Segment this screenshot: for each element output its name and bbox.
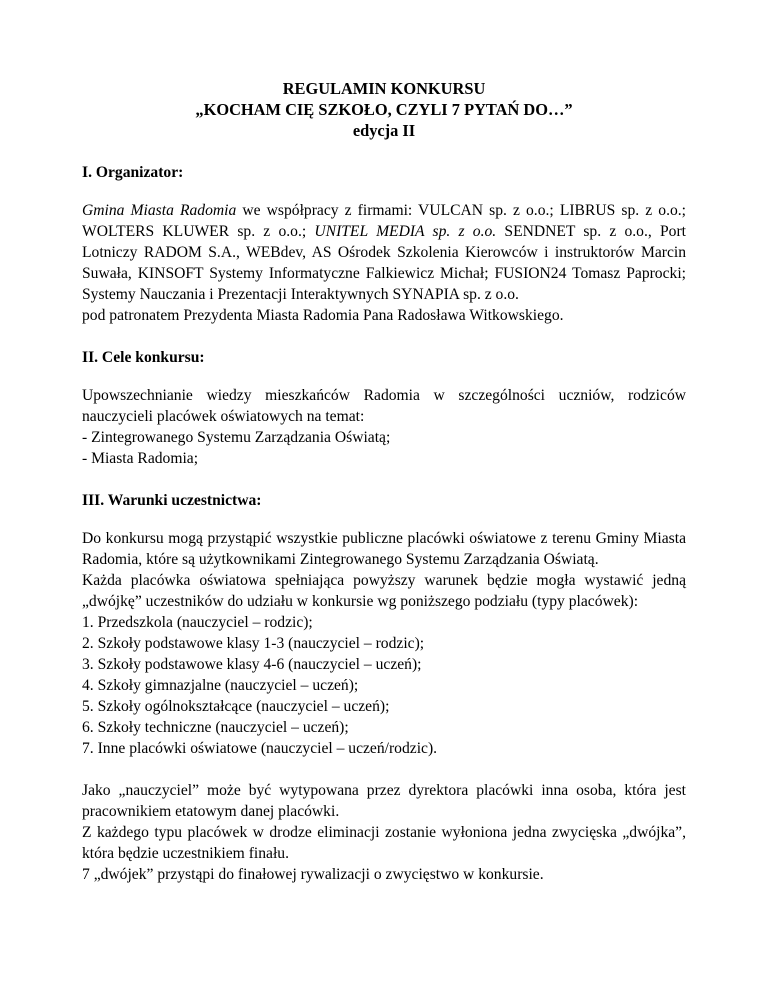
conditions-p1-line-2: Radomia, które są użytkownikami Zintegrowanego Systemu Zarządzania Oświatą. (82, 551, 599, 568)
list-item: 5. Szkoły ogólnokształcące (nauczyciel – uczeń); (82, 698, 390, 715)
list-item: 2. Szkoły podstawowe klasy 1-3 (nauczyciel – rodzic); (82, 635, 425, 652)
section-goals (82, 347, 686, 469)
organizer-line-1 (82, 200, 686, 221)
conditions-p1-line-3: Każda placówka oświatowa spełniająca powyższy warunek będzie mogła wystawić jedną (82, 572, 686, 589)
section-conditions (82, 490, 686, 885)
organizer-line-2-pre: WOLTERS KLUWER sp. z o.o.; (82, 223, 315, 240)
conditions-p2-line-4: która będzie uczestnikiem finału. (82, 845, 289, 862)
title-line-3: edycja II (352, 121, 416, 140)
document-title (82, 78, 686, 141)
conditions-p2-line-3: Z każdego typu placówek w drodze eliminacji zostanie wyłoniona jedna zwycięska „dwójka”, (82, 824, 686, 841)
list-item: 4. Szkoły gimnazjalne (nauczyciel – uczeń); (82, 677, 359, 694)
conditions-p1-line-4: „dwójkę” uczestników do udziału w konkursie wg poniższego podziału (typy placówek): (82, 593, 639, 610)
conditions-p2-line-1: Jako „nauczyciel” może być wytypowana przez dyrektora placówki inna osoba, która jest (82, 782, 686, 799)
organizer-line-5: Systemy Nauczania i Prezentacji Interaktywnych SYNAPIA sp. z o.o. (82, 286, 519, 303)
organizer-line-2 (82, 221, 686, 242)
conditions-p1-line-1: Do konkursu mogą przystąpić wszystkie publiczne placówki oświatowe z terenu Gminy Miasta (82, 530, 686, 547)
list-item: 1. Przedszkola (nauczyciel – rodzic); (82, 614, 313, 631)
title-line-2: „KOCHAM CIĘ SZKOŁO, CZYLI 7 PYTAŃ DO…” (195, 100, 573, 119)
organizer-line-2-rest: SENDNET sp. z o.o., Port (496, 223, 686, 240)
organizer-italic-gmina: Gmina Miasta Radomia (82, 202, 237, 219)
placowki-list (82, 612, 686, 759)
organizer-line-4: Suwała, KINSOFT Systemy Informatyczne Falkiewicz Michał; FUSION24 Tomasz Paprocki; (82, 265, 686, 282)
goals-line-4: - Miasta Radomia; (82, 450, 199, 467)
list-item: 6. Szkoły techniczne (nauczyciel – uczeń); (82, 719, 349, 736)
organizer-line-1-rest: we współpracy z firmami: VULCAN sp. z o.o.; LIBRUS sp. z o.o.; (236, 202, 686, 219)
organizer-line-6: pod patronatem Prezydenta Miasta Radomia Pana Radosława Witkowskiego. (82, 307, 564, 324)
title-line-1: REGULAMIN KONKURSU (282, 79, 486, 98)
section-heading-goals: II. Cele konkursu: (82, 349, 205, 366)
section-heading-organizer: I. Organizator: (82, 164, 184, 181)
section-heading-conditions: III. Warunki uczestnictwa: (82, 492, 262, 509)
organizer-line-3: Lotniczy RADOM S.A., WEBdev, AS Ośrodek Szkolenia Kierowców i instruktorów Marcin (82, 244, 686, 261)
goals-line-3: - Zintegrowanego Systemu Zarządzania Oświatą; (82, 429, 391, 446)
list-item: 3. Szkoły podstawowe klasy 4-6 (nauczyciel – uczeń); (82, 656, 422, 673)
conditions-p2-line-5: 7 „dwójek” przystąpi do finałowej rywalizacji o zwycięstwo w konkursie. (82, 866, 544, 883)
organizer-italic-unitel: UNITEL MEDIA sp. z o.o. (314, 223, 497, 240)
goals-line-2: nauczycieli placówek oświatowych na temat: (82, 408, 365, 425)
conditions-p2-line-2: pracownikiem etatowym danej placówki. (82, 803, 340, 820)
section-organizer (82, 162, 686, 326)
goals-line-1: Upowszechnianie wiedzy mieszkańców Radomia w szczególności uczniów, rodziców (82, 387, 686, 404)
list-item: 7. Inne placówki oświatowe (nauczyciel – uczeń/rodzic). (82, 740, 438, 757)
document-page (82, 0, 686, 885)
